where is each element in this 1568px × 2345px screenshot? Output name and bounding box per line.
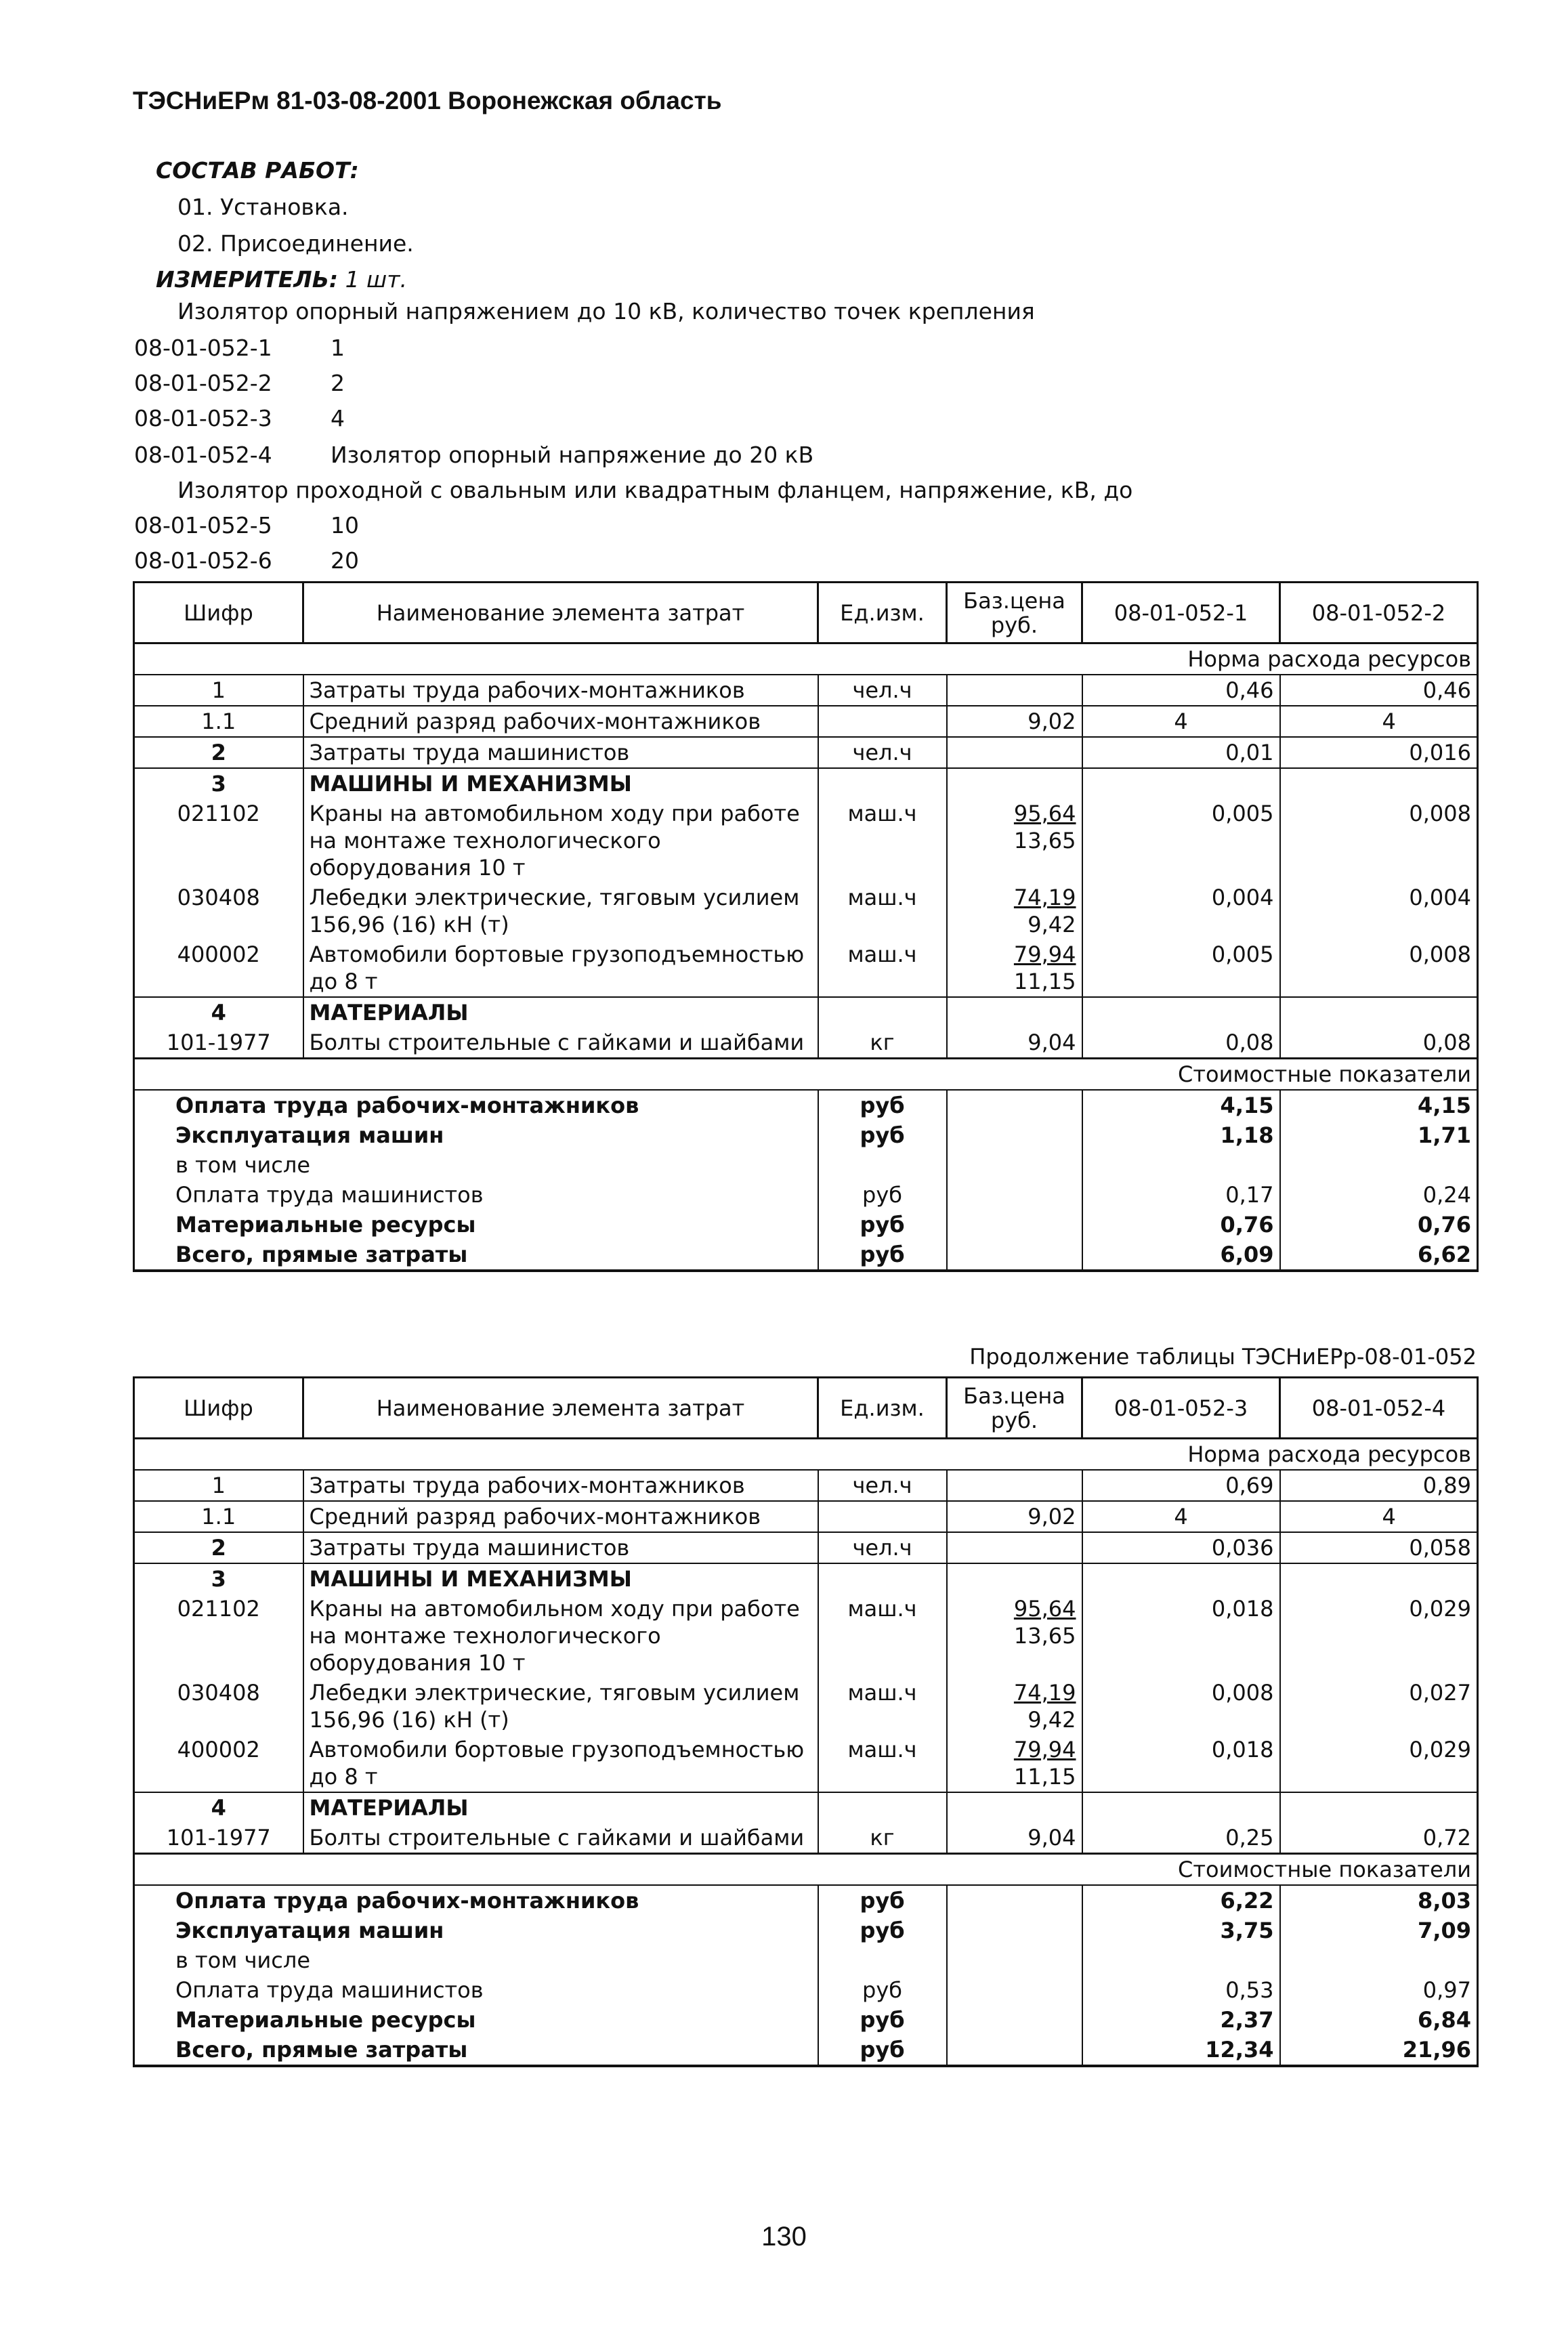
row-code: 400002 — [134, 939, 303, 997]
table-row — [134, 799, 1478, 883]
col-name: Наименование элемента затрат — [303, 583, 818, 643]
cost-name: в том числе — [134, 1150, 818, 1180]
cost-value-2: 6,84 — [1280, 2005, 1478, 2035]
cost-unit: руб — [818, 1090, 947, 1120]
row-code: 400002 — [134, 1735, 303, 1792]
row-value-2: 0,029 — [1280, 1735, 1478, 1792]
row-value-1: 4 — [1082, 706, 1280, 737]
cost-caption: Стоимостные показатели — [134, 1059, 1478, 1091]
row-price: 9,04 — [947, 1823, 1082, 1854]
section-title: МАТЕРИАЛЫ — [303, 997, 818, 1028]
meter-value: 1 шт. — [345, 266, 407, 293]
cost-unit: руб — [818, 1885, 947, 1916]
norm-caption: Норма расхода ресурсов — [134, 1439, 1478, 1471]
cost-name: Оплата труда машинистов — [134, 1975, 818, 2005]
cost-row — [134, 1975, 1478, 2005]
cost-name: Оплата труда машинистов — [134, 1180, 818, 1210]
row-name: Затраты труда рабочих-монтажников — [303, 675, 818, 706]
cost-value-1: 6,09 — [1082, 1240, 1280, 1271]
code-1-value: 1 — [331, 335, 345, 361]
cost-row — [134, 2035, 1478, 2066]
table-row — [134, 883, 1478, 939]
code-4-value: Изолятор опорный напряжение до 20 кВ — [331, 442, 814, 468]
table-row — [134, 675, 1478, 706]
meter-line — [156, 266, 407, 293]
col-rate-2: 08-01-052-2 — [1280, 583, 1478, 643]
cost-value-2: 0,76 — [1280, 1210, 1478, 1240]
price-main: 79,94 — [1013, 1737, 1076, 1762]
row-value-1: 4 — [1082, 1501, 1280, 1532]
row-name: Лебедки электрические, тяговым усилием 156,96 (16) кН (т) — [303, 1678, 818, 1735]
cost-name: Материальные ресурсы — [134, 2005, 818, 2035]
row-value-2: 4 — [1280, 1501, 1478, 1532]
row-unit: чел.ч — [818, 1532, 947, 1563]
cost-name: Материальные ресурсы — [134, 1210, 818, 1240]
row-value-1: 0,004 — [1082, 883, 1280, 939]
table-row — [134, 737, 1478, 768]
meter-label: ИЗМЕРИТЕЛЬ: — [156, 266, 339, 293]
row-code: 030408 — [134, 1678, 303, 1735]
table-row — [134, 1532, 1478, 1563]
row-unit: маш.ч — [818, 1678, 947, 1735]
table-row — [134, 1594, 1478, 1678]
table-row — [134, 706, 1478, 737]
row-unit: чел.ч — [818, 675, 947, 706]
row-price — [947, 883, 1082, 939]
cost-value-2: 21,96 — [1280, 2035, 1478, 2066]
row-value-2: 0,72 — [1280, 1823, 1478, 1854]
row-value-1: 0,46 — [1082, 675, 1280, 706]
cost-row — [134, 1885, 1478, 1916]
cost-value-2: 6,62 — [1280, 1240, 1478, 1271]
row-unit: маш.ч — [818, 939, 947, 997]
row-value-1: 0,036 — [1082, 1532, 1280, 1563]
col-code: Шифр — [134, 1378, 303, 1439]
row-price — [947, 737, 1082, 768]
cost-value-2: 8,03 — [1280, 1885, 1478, 1916]
table-row — [134, 1735, 1478, 1792]
cost-unit: руб — [818, 1916, 947, 1945]
row-name: Краны на автомобильном ходу при работе на монтаже технологического оборудования 10 т — [303, 1594, 818, 1678]
group2-title: Изолятор проходной с овальным или квадратным фланцем, напряжение, кВ, до — [177, 477, 1133, 503]
table-header — [134, 1378, 1478, 1439]
row-value-2: 0,008 — [1280, 939, 1478, 997]
row-code: 1 — [134, 675, 303, 706]
composition-label: СОСТАВ РАБОТ: — [156, 157, 359, 184]
page-header: ТЭСНиЕРм 81-03-08-2001 Воронежская область — [133, 87, 722, 114]
code-5-value: 10 — [331, 512, 359, 538]
row-unit: маш.ч — [818, 883, 947, 939]
section-code: 3 — [134, 768, 303, 799]
section-title: МАШИНЫ И МЕХАНИЗМЫ — [303, 768, 818, 799]
cost-unit: руб — [818, 2005, 947, 2035]
row-code: 101-1977 — [134, 1028, 303, 1059]
cost-value-1: 2,37 — [1082, 2005, 1280, 2035]
page-number: 130 — [761, 2222, 807, 2252]
row-name: Болты строительные с гайками и шайбами — [303, 1028, 818, 1059]
row-value-2: 0,016 — [1280, 737, 1478, 768]
price-main: 74,19 — [1013, 885, 1076, 910]
row-price — [947, 1735, 1082, 1792]
cost-row — [134, 1945, 1478, 1975]
col-price: Баз.цена руб. — [947, 583, 1082, 643]
row-value-1: 0,08 — [1082, 1028, 1280, 1059]
norm-caption-row — [134, 1439, 1478, 1471]
norm-caption: Норма расхода ресурсов — [134, 643, 1478, 675]
table-row — [134, 1678, 1478, 1735]
row-name: Средний разряд рабочих-монтажников — [303, 1501, 818, 1532]
code-6-value: 20 — [331, 547, 359, 574]
cost-unit: руб — [818, 1180, 947, 1210]
row-code: 1 — [134, 1470, 303, 1501]
cost-value-1: 3,75 — [1082, 1916, 1280, 1945]
row-price — [947, 675, 1082, 706]
row-value-2: 0,027 — [1280, 1678, 1478, 1735]
price-labor: 11,15 — [1013, 1764, 1076, 1790]
row-value-2: 0,008 — [1280, 799, 1478, 883]
price-labor: 9,42 — [1027, 912, 1076, 937]
row-value-2: 0,004 — [1280, 883, 1478, 939]
section-row — [134, 1792, 1478, 1823]
row-name: Лебедки электрические, тяговым усилием 156,96 (16) кН (т) — [303, 883, 818, 939]
cost-name: Оплата труда рабочих-монтажников — [134, 1885, 818, 1916]
row-name: Болты строительные с гайками и шайбами — [303, 1823, 818, 1854]
col-rate-4: 08-01-052-4 — [1280, 1378, 1478, 1439]
col-rate-3: 08-01-052-3 — [1082, 1378, 1280, 1439]
row-unit: чел.ч — [818, 737, 947, 768]
price-labor: 13,65 — [1013, 828, 1076, 853]
row-price — [947, 1470, 1082, 1501]
col-price: Баз.цена руб. — [947, 1378, 1082, 1439]
price-main: 74,19 — [1013, 1680, 1076, 1706]
code-3-value: 4 — [331, 405, 345, 431]
row-value-1: 0,005 — [1082, 799, 1280, 883]
cost-row — [134, 1120, 1478, 1150]
row-price — [947, 939, 1082, 997]
row-value-1: 0,008 — [1082, 1678, 1280, 1735]
price-main: 79,94 — [1013, 942, 1076, 967]
step-1: 01. Установка. — [177, 194, 349, 220]
row-price — [947, 1532, 1082, 1563]
row-code: 2 — [134, 1532, 303, 1563]
cost-row — [134, 1210, 1478, 1240]
cost-caption: Стоимостные показатели — [134, 1854, 1478, 1886]
row-value-2: 0,89 — [1280, 1470, 1478, 1501]
row-value-1: 0,01 — [1082, 737, 1280, 768]
row-price — [947, 799, 1082, 883]
cost-value-1: 12,34 — [1082, 2035, 1280, 2066]
section-code: 3 — [134, 1563, 303, 1594]
cost-value-1: 1,18 — [1082, 1120, 1280, 1150]
cost-name: Эксплуатация машин — [134, 1916, 818, 1945]
step-2: 02. Присоединение. — [177, 230, 414, 257]
col-rate-1: 08-01-052-1 — [1082, 583, 1280, 643]
cost-name: Оплата труда рабочих-монтажников — [134, 1090, 818, 1120]
row-price: 9,02 — [947, 706, 1082, 737]
cost-value-1: 0,76 — [1082, 1210, 1280, 1240]
col-name: Наименование элемента затрат — [303, 1378, 818, 1439]
section-row — [134, 997, 1478, 1028]
cost-caption-row — [134, 1059, 1478, 1091]
row-name: Средний разряд рабочих-монтажников — [303, 706, 818, 737]
price-labor: 9,42 — [1027, 1707, 1076, 1733]
cost-row — [134, 1916, 1478, 1945]
row-value-1: 0,018 — [1082, 1594, 1280, 1678]
resource-table-2 — [133, 1376, 1479, 2067]
cost-value-2: 4,15 — [1280, 1090, 1478, 1120]
cost-unit: руб — [818, 1120, 947, 1150]
row-code: 2 — [134, 737, 303, 768]
code-2-value: 2 — [331, 370, 345, 396]
cost-value-2: 0,24 — [1280, 1180, 1478, 1210]
row-value-2: 0,46 — [1280, 675, 1478, 706]
row-name: Автомобили бортовые грузоподъемностью до 8 т — [303, 939, 818, 997]
row-name: Автомобили бортовые грузоподъемностью до 8 т — [303, 1735, 818, 1792]
cost-unit: руб — [818, 1240, 947, 1271]
code-1: 08-01-052-1 — [134, 335, 272, 361]
row-price: 9,02 — [947, 1501, 1082, 1532]
group1-title: Изолятор опорный напряжением до 10 кВ, количество точек крепления — [177, 298, 1035, 324]
row-value-1: 0,25 — [1082, 1823, 1280, 1854]
code-5: 08-01-052-5 — [134, 512, 272, 538]
cost-name: Всего, прямые затраты — [134, 2035, 818, 2066]
price-main: 95,64 — [1013, 801, 1076, 826]
row-value-2: 0,058 — [1280, 1532, 1478, 1563]
row-code: 101-1977 — [134, 1823, 303, 1854]
col-unit: Ед.изм. — [818, 1378, 947, 1439]
row-code: 030408 — [134, 883, 303, 939]
table-header — [134, 583, 1478, 643]
table-row — [134, 939, 1478, 997]
cost-unit: руб — [818, 2035, 947, 2066]
row-value-1: 0,005 — [1082, 939, 1280, 997]
cost-value-2: 7,09 — [1280, 1916, 1478, 1945]
cost-value-1: 0,17 — [1082, 1180, 1280, 1210]
section-row — [134, 768, 1478, 799]
cost-name: в том числе — [134, 1945, 818, 1975]
cost-value-1: 4,15 — [1082, 1090, 1280, 1120]
cost-value-2: 1,71 — [1280, 1120, 1478, 1150]
row-unit: чел.ч — [818, 1470, 947, 1501]
cost-unit: руб — [818, 1210, 947, 1240]
table-row — [134, 1470, 1478, 1501]
cost-row — [134, 1240, 1478, 1271]
cost-name: Эксплуатация машин — [134, 1120, 818, 1150]
cost-name: Всего, прямые затраты — [134, 1240, 818, 1271]
norm-caption-row — [134, 643, 1478, 675]
price-main: 95,64 — [1013, 1596, 1076, 1622]
table-row — [134, 1501, 1478, 1532]
cost-row — [134, 1180, 1478, 1210]
row-code: 021102 — [134, 1594, 303, 1678]
section-title: МАТЕРИАЛЫ — [303, 1792, 818, 1823]
continuation-caption: Продолжение таблицы ТЭСНиЕРр-08-01-052 — [969, 1344, 1477, 1370]
code-3: 08-01-052-3 — [134, 405, 272, 431]
row-price — [947, 1594, 1082, 1678]
section-row — [134, 1563, 1478, 1594]
row-value-2: 0,029 — [1280, 1594, 1478, 1678]
row-unit — [818, 706, 947, 737]
row-unit — [818, 1501, 947, 1532]
row-value-1: 0,018 — [1082, 1735, 1280, 1792]
cost-value-1: 0,53 — [1082, 1975, 1280, 2005]
cost-row — [134, 1150, 1478, 1180]
row-name: Затраты труда рабочих-монтажников — [303, 1470, 818, 1501]
section-code: 4 — [134, 997, 303, 1028]
row-unit: маш.ч — [818, 1735, 947, 1792]
code-4: 08-01-052-4 — [134, 442, 272, 468]
cost-unit: руб — [818, 1975, 947, 2005]
cost-value-1: 6,22 — [1082, 1885, 1280, 1916]
code-6: 08-01-052-6 — [134, 547, 272, 574]
row-value-1: 0,69 — [1082, 1470, 1280, 1501]
row-name: Краны на автомобильном ходу при работе на монтаже технологического оборудования 10 т — [303, 799, 818, 883]
row-name: Затраты труда машинистов — [303, 737, 818, 768]
col-unit: Ед.изм. — [818, 583, 947, 643]
row-unit: маш.ч — [818, 1594, 947, 1678]
row-code: 1.1 — [134, 706, 303, 737]
col-code: Шифр — [134, 583, 303, 643]
row-price: 9,04 — [947, 1028, 1082, 1059]
section-code: 4 — [134, 1792, 303, 1823]
section-title: МАШИНЫ И МЕХАНИЗМЫ — [303, 1563, 818, 1594]
cost-row — [134, 2005, 1478, 2035]
price-labor: 11,15 — [1013, 969, 1076, 994]
row-code: 021102 — [134, 799, 303, 883]
cost-value-2: 0,97 — [1280, 1975, 1478, 2005]
row-value-2: 0,08 — [1280, 1028, 1478, 1059]
resource-table-1 — [133, 581, 1479, 1272]
row-unit: маш.ч — [818, 799, 947, 883]
code-2: 08-01-052-2 — [134, 370, 272, 396]
row-unit: кг — [818, 1823, 947, 1854]
price-labor: 13,65 — [1013, 1623, 1076, 1649]
row-name: Затраты труда машинистов — [303, 1532, 818, 1563]
row-unit: кг — [818, 1028, 947, 1059]
row-value-2: 4 — [1280, 706, 1478, 737]
table-row — [134, 1028, 1478, 1059]
row-code: 1.1 — [134, 1501, 303, 1532]
table-row — [134, 1823, 1478, 1854]
cost-row — [134, 1090, 1478, 1120]
row-price — [947, 1678, 1082, 1735]
cost-caption-row — [134, 1854, 1478, 1886]
